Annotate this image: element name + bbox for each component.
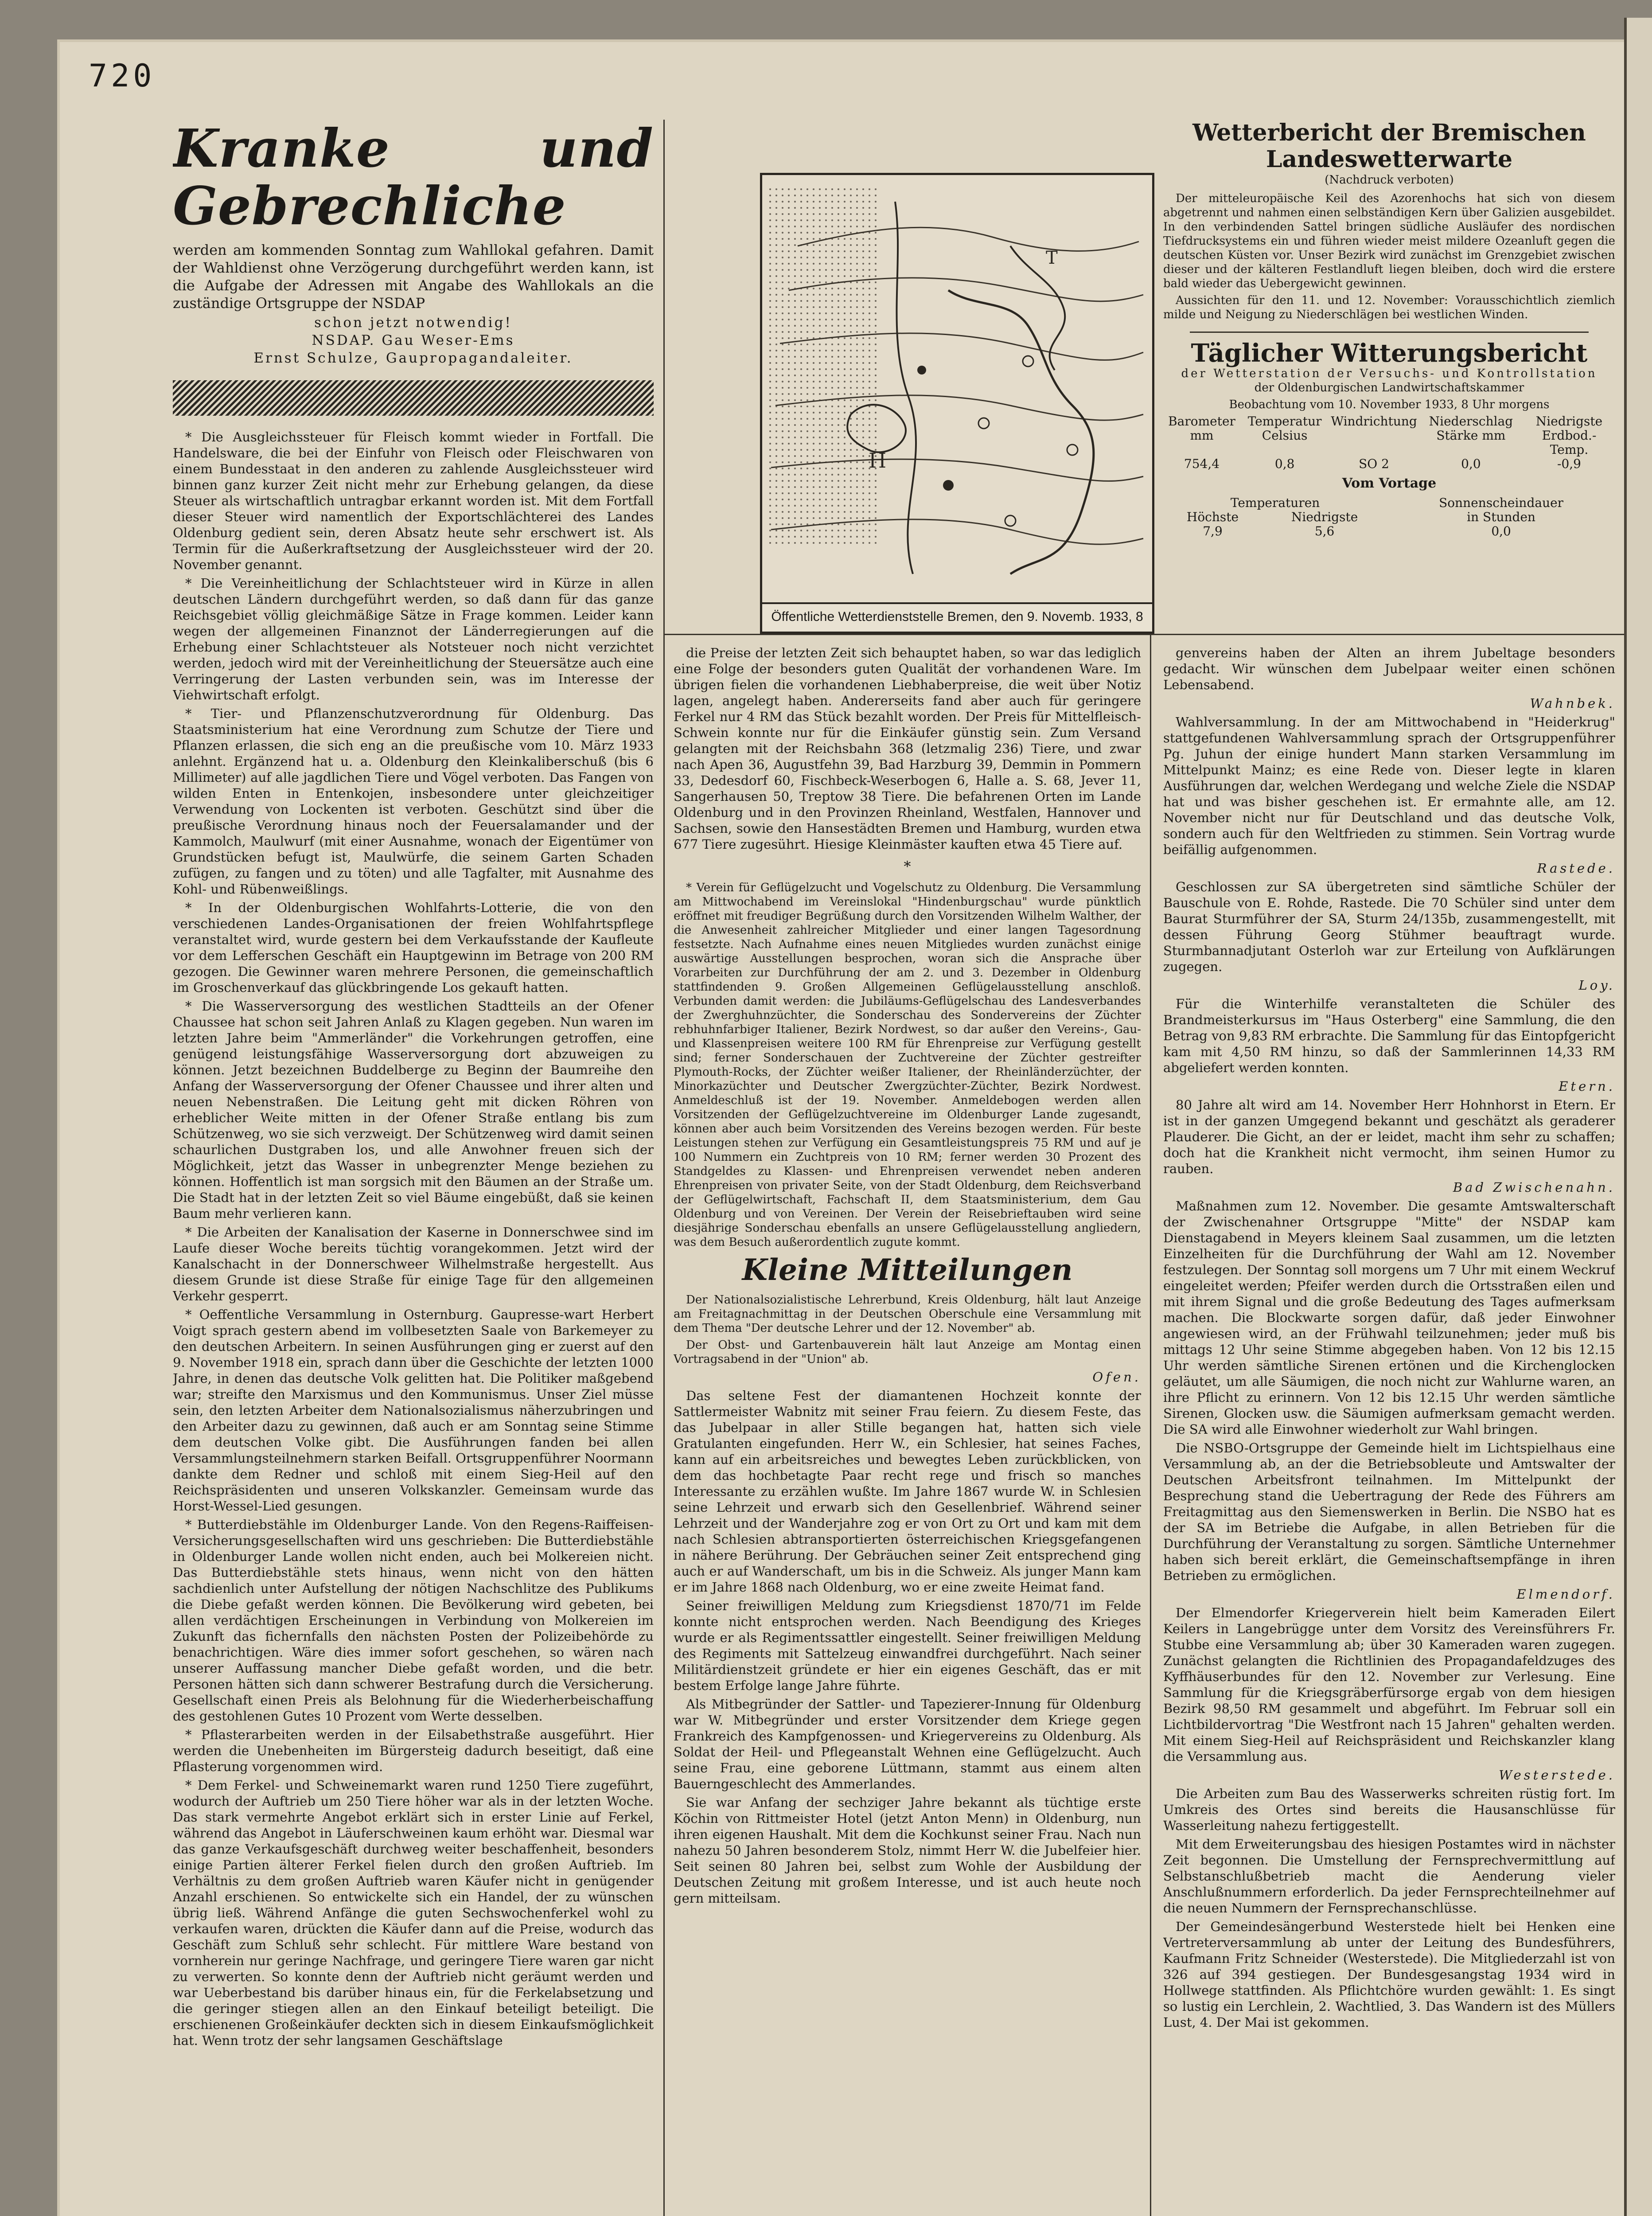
regional-news-item: Für die Winterhilfe veranstalteten die Schüler des Brandmeisterkursus im "Haus Osterberg" eine Sammlung, die den Betrag von 9,83 RM erbrachte. Die Sammlung für das Eintopfgericht kam mit 4,50 RM hinzu, so daß der Sammlerinnen 14,33 RM abgeliefert werden konnten. (1163, 996, 1615, 1075)
weather-report-title: Wetterbericht der Bremischen Landeswetterwarte (1192, 120, 1586, 173)
weather-map (760, 173, 1154, 634)
place-ofen: Ofen. (1092, 1369, 1141, 1385)
regional-news-item: Wahlversammlung. In der am Mittwochabend in "Heiderkrug" stattgefundenen Wahlversammlung sprach der Ortsgruppenführer Pg. Juhun der einige hundert Mann starken Versammlung im Mittelpunkt Mainz; es eine Rede von. Dieser legte in klaren Ausführungen dar, welchen Werdegang und welche Ziele die NSDAP hat und was bisher geschehen ist. Er ermahnte alle, am 12. November nicht nur für Deutschland und das deutsche Volk, sondern auch für den Weltfrieden zu stimmen. Sein Vortrag wurde beifällig aufgenommen. (1163, 714, 1615, 857)
weather-forecast: Aussichten für den 11. und 12. November: Vorausschichtlich ziemlich milde und Neigung zu Niederschlägen bei westlichen Winden. (1163, 294, 1615, 321)
local-news-item: * Oeffentliche Versammlung in Osternburg. Gaupresse-wart Herbert Voigt sprach gestern abend im vollbesetzten Saale von Barkemeyer zu den deutschen Arbeitern. In seinen Ausführungen ging er zuerst auf den 9. November 1918 ein, sprach dann über die Geschichte der letzten 1000 Jahre, in denen das deutsche Volk gelitten hat. Die Politiker maßgebend war; streifte den Marxismus und den Kommunismus. Unser Ziel müsse sein, den letzten Arbeiter dem Nationalsozialismus näherzubringen und den Arbeiter dazu zu gewinnen, daß auch er am Sonntag seine Stimme dem deutschen Volke gibt. Die Ausführungen fanden bei allen Versammlungsteilnehmern starken Beifall. Ortsgruppenführer Noormann dankte dem Redner und schloß mit einem Sieg-Heil auf den Reichspräsidenten und unseren Volkskanzler. Gemeinsam wurde das Horst-Wessel-Lied gesungen. (173, 1307, 654, 1514)
regional-news-item: genvereins haben der Alten an ihrem Jubeltage besonders gedacht. Wir wünschen dem Jubelpaar weiter einen schönen Lebensabend. (1163, 645, 1615, 692)
place-name: Etern. (1558, 1079, 1615, 1094)
lead-signature-2: Ernst Schulze, Gaupropagandaleiter. (253, 350, 573, 366)
market-continuation: die Preise der letzten Zeit sich behauptet haben, so war das lediglich eine Folge der besonders guten Qualität der vorhandenen Ware. Im übrigen fielen die vorhandenen Liebhaberpreise, die weit über Notiz lagen, angelegt haben. Andererseits fand aber auch für geringere Ferkel nur 4 RM das Stück bezahlt worden. Der Preis für Mittelfleisch-Schwein konnte nur für die Einkäufer günstig sein. Zum Versand gelangten mit der Reichsbahn 368 (letzmalig 236) Tiere, und zwar nach Apen 36, Augustfehn 39, Bad Harzburg 39, Demmin in Pommern 33, Dedesdorf 60, Fischbeck-Weserbogen 6, Halle a. S. 68, Jever 11, Sangerhausen 50, Treptow 38 Tiere. Die befahrenen Orten im Lande Oldenburg und in den Provinzen Rheinland, Westfalen, Hannover und Sachsen, sowie den Hansestädten Bremen und Hamburg, wurden etwa 677 Tiere zugesührt. Hiesige Kleinmäster kauften etwa 45 Tiere auf. (674, 645, 1141, 852)
regional-news-item: 80 Jahre alt wird am 14. November Herr Hohnhorst in Etern. Er ist in der ganzen Umgegend bekannt und geschätzt als geraderer Plauderer. Die Gicht, an der er leidet, macht ihm sehr zu schaffen; doch hat die Krankheit nicht vermocht, ihm seinen Humor zu rauben. (1163, 1097, 1615, 1176)
obs-value: 0,8 (1274, 456, 1295, 471)
local-news-item: * Tier- und Pflanzenschutzverordnung für Oldenburg. Das Staatsministerium hat eine Verordnung zum Schutze der Tiere und Pflanzen erlassen, die sich eng an die preußische vom 10. März 1933 anlehnt. Ergänzend hat u. a. Oldenburg den Kleinkaliberschuß (bis 6 Millimeter) auf alle jagdlichen Tiere und Vögel verboten. Das Fangen von wilden Enten in Entenkojen, insbesondere unter gleichzeitiger Verwendung von Lockenten ist verboten. Geschützt sind über die preußische Verordnung hinaus noch der Feuersalamander und der Kammolch, Maulwurf (mit einer Ausnahme, wonach der Eigentümer von Grundstücken befugt ist, Maulwürfe, die seinem Garten Schaden zufügen, zu fangen und zu töten) und alle Tagfalter, mit Ausnahme des Kohl- und Rübenweißlings. (173, 706, 654, 897)
weather-report (1163, 120, 1615, 629)
map-rule-bottom (665, 634, 1624, 635)
svg-text:H: H (869, 449, 887, 472)
poultry-club-article: * Verein für Geflügelzucht und Vogelschutz zu Oldenburg. Die Versammlung am Mittwochabend im Vereinslokal "Hindenburgschau" wurde pünktlich eröffnet mit freudiger Begrüßung durch den Vorsitzenden Wilhelm Walther, der die Anwesenheit zahlreicher Mitglieder und einer langen Tagesordnung festsetzte. Nach Aufnahme eines neuen Mitgliedes wurden zunächst einige auswärtige Ausstellungen besprochen, woran sich die Ansprache über Vorarbeiten zur Durchführung der am 2. und 3. Dezember in Oldenburg stattfindenden 9. Großen Allgemeinen Geflügelausstellung anschloß. Verbunden damit werden: die Jubiläums-Geflügelschau des Landesverbandes der Zwerghuhnzüchter, die Sonderschau des Sondervereins der Züchter rebhuhnfarbiger Italiener, Bezirk Nordwest, so dar außer den Vereins-, Gau- und Klassenpreisen weitere 100 RM für Ehrenpreise zur Verfügung gestellt sind; ferner Sonderschauen der Zuchtvereine der Züchter gestreifter Plymouth-Rocks, der Züchter weißer Italiener, der Rheinländerzüchter, der Minorkazüchter und Deutscher Zwergzüchter-Züchter, Bezirk Nordwest. Anmeldeschluß ist der 19. November. Anmeldebogen werden allen Vorsitzenden der Geflügelzuchtvereine im Oldenburger Lande zugesandt, können aber auch beim Vorsitzenden des Vereins bezogen werden. Für beste Leistungen stehen zur Verfügung ein Gesamtleistungspreis 75 RM und auf je 100 Nummern ein Zuchtpreis von 10 RM; ferner werden 30 Prozent des Standgeldes zu Klassen- und Ehrenpreisen verwendet neben anderen Ehrenpreisen von privater Seite, von der Stadt Oldenburg, dem Reichsverband der Geflügelwirtschaft, Fachschaft II, dem Staatsministerium, dem Gau Oldenburg und von Vereinen. Der Verein der Reisebrieftauben wird seine diesjährige Sonderschau ebenfalls an unsere Geflügelausstellung angliedern, was dem Besuch außerordentlich zugute kommt. (674, 881, 1141, 1249)
weather-map-caption: Öffentliche Wetterdienststelle Bremen, den 9. Novemb. 1933, 8 (762, 602, 1152, 632)
regional-news-item: Maßnahmen zum 12. November. Die gesamte Amtswalterschaft der Zwischenahner Ortsgruppe "Mitte" der NSDAP kam Dienstagabend in Meyers kleinem Saal zusammen, um die letzten Einzelheiten für die Durchführung der Wahl am 12. November festzulegen. Der Sonntag soll morgens um 7 Uhr mit einem Weckruf eingeleitet werden; Pfeifer werden durch die Ortsstraßen eilen und mit ihrem Signal und die große Bedeutung des Tages aufmerksam machen. Die Blockwarte sorgen dafür, daß jeder Einwohner angewiesen wird, an der Frühwahl teilzunehmen; jeder muß bis mittags 12 Uhr seine Stimme abgegeben haben. Von 12 bis 12.15 Uhr werden sämtliche Sirenen ertönen und die Kirchenglocken geläutet, um alle Säumigen, die noch nicht zur Wahlurne waren, an ihre Pflicht zu erinnern. Von 12 bis 12.15 Uhr werden sämtliche Sirenen, Glocken usw. die Säumigen aufmerksam gemacht werden. Die SA wird alle Einwohner wiederholt zur Wahl bringen. (1163, 1198, 1615, 1437)
weather-report-text: Der mitteleuropäische Keil des Azorenhochs hat sich von diesem abgetrennt und nahmen einen selbständigen Kern über Galizien ausgebildet. In den verbindenden Sattel bringen südliche Ausläufer des nordischen Tiefdrucksystems ein und führen wieder meist mildere Ozeanluft gegen die deutschen Küsten vor. Unser Bezirk wird zunächst im Grenzgebiet zwischen dieser und der kälteren Festlandluft liegen bleiben, doch wird die erstere bald wieder das Uebergewicht gewinnen. (1163, 192, 1615, 290)
prev-sub: in Stunden (1467, 510, 1536, 524)
place-name: Elmendorf. (1516, 1587, 1615, 1602)
observation-table (1163, 414, 1615, 471)
obs-value: 0,0 (1461, 456, 1481, 471)
daily-weather-title: Täglicher Witterungsbericht (1191, 339, 1588, 368)
place-name: Loy. (1578, 978, 1615, 993)
prev-header: Temperaturen (1230, 495, 1320, 510)
prev-value: 5,6 (1314, 524, 1335, 538)
local-news-item: * Die Vereinheitlichung der Schlachtsteuer wird in Kürze in allen deutschen Ländern durchgeführt werden, so daß dann für das ganze Reichsgebiet völlig gleichmäßige Sätze in Frage kommen. Leider kann wegen der allgemeinen Finanznot der Länderregierungen auf die Erhebung einer Schlachtsteuer als Notsteuer noch nicht verzichtet werden, jedoch wird mit der Vereinheitlichung der Steuersätze auch eine Verringerung der Lasten verbunden sein, was im Interesse der Viehwirtschaft erfolgt. (173, 576, 654, 702)
column-1-articles (173, 429, 654, 2048)
lead-headline: Kranke und Gebrechliche (173, 120, 654, 237)
lead-body: werden am kommenden Sonntag zum Wahllokal gefahren. Damit der Wahldienst ohne Verzögerung durchgeführt werden kann, ist die Aufgabe der Adressen mit Angabe des Wahllokals an die zuständige Ortsgruppe der NSDAP (173, 242, 654, 312)
obs-header: Barometer mm (1168, 414, 1235, 443)
place-name: Westerstede. (1499, 1767, 1615, 1783)
diamond-wedding: Das seltene Fest der diamantenen Hochzeit konnte der Sattlermeister Wabnitz mit seiner Frau feiern. Zu diesem Feste, das das Jubelpaar in aller Stille begangen hat, hatten sich viele Gratulanten eingefunden. Herr W., ein Schlesier, hat seines Faches, kann auf ein arbeitsreiches und bewegtes Leben zurückblicken, von dem das hochbetagte Paar recht rege und frisch so manches Interessante zu erzählen wußte. Im Jahre 1867 wurde W. in Schlesien seine Lehrzeit und erwarb sich den Gesellenbrief. Während seiner Lehrzeit und der Wanderjahre zog er von Ort zu Ort und kam mit dem nach Schlesien abtransportierten österreichischen Kriegsgefangenen in nähere Berührung. Der Gebräuchen seiner Zeit entsprechend ging auch er auf Wanderschaft, um bis in die Schweiz. Als junger Mann kam er im Jahre 1868 nach Oldenburg, wo er eine zweite Heimat fand. (674, 1388, 1141, 1595)
obs-header: Niedrigste Erdbod.-Temp. (1535, 414, 1603, 457)
newspaper-page (60, 42, 1624, 2216)
local-news-item: * Die Ausgleichssteuer für Fleisch kommt wieder in Fortfall. Die Handelsware, die bei der Einfuhr von Fleisch oder Fleischwaren von einem Bundesstaat in den anderen zu zahlende Ausgleichssteuer wird binnen ganz kurzer Zeit nicht mehr zur Erhebung gelangen, da diese Steuer als wirtschaftlich untragbar erkannt worden ist. Mit dem Fortfall dieser Steuer wird namentlich der Exportschlächterei des Landes Oldenburg gedient sein, deren Absatz heute sehr erschwert ist. Als Termin für die Außerkraftsetzung der Ausgleichssteuer wird der 20. November genannt. (173, 429, 654, 572)
prev-value: 7,9 (1203, 524, 1223, 538)
adjacent-page-edge (1624, 18, 1652, 2216)
local-news-item: * Butterdiebstähle im Oldenburger Lande. Von den Regens-Raiffeisen-Versicherungsgesellschaften wird uns geschrieben: Die Butterdiebstähle in Oldenburger Lande wollen nicht enden, auch bei Molkereien nicht. Das Butterdiebstähle stets hinaus, wenn nicht von den hätten sachdienlich unter Aufstellung der nötigen Nachschlitze des Publikums die Diebe gefaßt werden können. Die Bevölkerung wird gebeten, bei allen verdächtigen Erscheinungen in Verbindung von Molkereien im Zukunft das fichernfalls den nächsten Posten der Polizeibehörde zu benachrichtigen. Wäre dies immer sofort geschehen, so wären nach unserer Auffassung mancher Diebe gefaßt worden, und die betr. Personen hätten sich dann schwerer Bestrafung durch die Versicherung. Gesellschaft einen Preis als Belohnung für die Wiederherbeischaffung des gestohlenen Gutes 10 Prozent vom Werte desselben. (173, 1517, 654, 1724)
column-3-articles (1163, 645, 1615, 2030)
local-news-item: * Die Wasserversorgung des westlichen Stadtteils an der Ofener Chaussee hat schon seit Jahren Anlaß zu Klagen gegeben. Nun waren im letzten Jahre beim "Ammerländer" die Vorkehrungen getroffen, eine genügend leistungsfähige Wasserversorgung dort abzuweigen zu können. Jetzt bezeichnen Buddelberge zu Beginn der Baumreihe den Anfang der Wasserversorgung der Ofener Chaussee und ihrer alten und neuen Nebenstraßen. Die Leitung geht mit dicken Röhren von erheblicher Weite mitten in der Ofener Straße entlang bis zum Schützenweg, wo sie sich verzweigt. Der Schützenweg wird damit seinen schaurlichen Dustgraben los, und alle Anwohner freuen sich der Möglichkeit, jetzt das Wasser in unbegrenzter Menge beziehen zu können. Hoffentlich ist man sorgsich mit den Bäumen an der Straße um. Die Stadt hat in der letzten Zeit so viel Bäume eingebüßt, daß sie keinen Baum mehr verlieren kann. (173, 999, 654, 1221)
diamond-wedding-2: Seiner freiwilligen Meldung zum Kriegsdienst 1870/71 im Felde konnte nicht entsprochen werden. Nach Beendigung des Krieges wurde er als Regimentssattler eingestellt. Seiner freiwilligen Meldung des Regiments mit Sattelzeug einwandfrei durchgeführt. Nach seiner Militärdienstzeit gründete er hier ein eigenes Geschäft, das er mit bestem Erfolge lange Jahre führte. (674, 1598, 1141, 1693)
garden-club: Der Obst- und Gartenbauverein hält laut Anzeige am Montag einen Vortragsabend in der "Union" ab. (674, 1338, 1141, 1366)
obs-value: SO 2 (1359, 456, 1389, 471)
obs-header: Windrichtung (1331, 414, 1417, 429)
prev-sub: Niedrigste (1291, 510, 1358, 524)
weather-report-note: (Nachdruck verboten) (1325, 173, 1454, 187)
hatched-divider (173, 380, 654, 416)
weather-divider (1190, 332, 1589, 333)
regional-news-item: Die NSBO-Ortsgruppe der Gemeinde hielt im Lichtspielhaus eine Versammlung ab, an der die Betriebsobleute und Amtswalter der Deutschen Arbeitsfront teilnahmen. Im Mittelpunkt der Besprechung stand die Uebertragung der Rede des Führers am Freitagmittag aus den Siemenswerken in Berlin. Die NSBO hat es der SA im Betriebe die Aufgabe, in allen Betrieben für die Durchführung der Veranstaltung zu sorgen. Sämtliche Unternehmer haben sich bereit erklärt, die Gemeinschaftsempfänge in ihren Betrieben zu ermöglichen. (1163, 1440, 1615, 1583)
local-news-item: * Die Arbeiten der Kanalisation der Kaserne in Donnerschwee sind im Laufe dieser Woche bereits tüchtig vorangekommen. Jetzt wird der Kanalschacht in der Donnerschweer Wilhelmstraße hergestellt. Aus diesem Grunde ist diese Straße für einige Tage für den allgemeinen Verkehr gesperrt. (173, 1225, 654, 1303)
daily-weather-sub2: der Oldenburgischen Landwirtschaftskammer (1254, 381, 1524, 394)
lead-signature-1: NSDAP. Gau Weser-Ems (312, 332, 515, 348)
page-number: 720 (89, 58, 156, 94)
regional-news-item: Die Arbeiten zum Bau des Wasserwerks schreiten rüstig fort. Im Umkreis des Ortes sind bereits die Hausanschlüsse für Wasserleitung nahezu fertiggestellt. (1163, 1786, 1615, 1833)
place-name: Rastede. (1537, 861, 1615, 876)
column-2 (674, 645, 1141, 2216)
kleine-mitteilungen-title: Kleine Mitteilungen (742, 1252, 1073, 1287)
obs-header: Temperatur Celsius (1247, 414, 1322, 443)
obs-value: -0,9 (1557, 456, 1581, 471)
separator-star: * (904, 858, 911, 875)
regional-news-item: Der Gemeindesängerbund Westerstede hielt bei Henken eine Vertreterversammlung ab unter der Leitung des Bundesführers, Kaufmann Fritz Schneider (Westerstede). Die Mitgliederzahl ist von 326 auf 394 gestiegen. Der Bundesgesangstag 1934 wird in Hollwege stattfinden. Als Pflichtchöre wurden gewählt: 1. Es singt so lustig ein Lerchlein, 2. Wachtlied, 3. Das Wandern ist des Müllers Lust, 4. Der Mai ist gekommen. (1163, 1919, 1615, 2030)
prev-value: 0,0 (1491, 524, 1511, 538)
prev-header: Sonnenscheindauer (1439, 495, 1564, 510)
prev-sub: Höchste (1186, 510, 1239, 524)
previous-day-table (1163, 496, 1615, 538)
scanner-background (0, 0, 1652, 42)
column-rule-2 (1150, 634, 1151, 2216)
daily-weather-sub1: der Wetterstation der Versuchs- und Kontrollstation (1181, 367, 1597, 380)
regional-news-item: Der Elmendorfer Kriegerverein hielt beim Kameraden Eilert Keilers in Langebrügge unter dem Vorsitz des Vereinsführers Fr. Stubbe eine Versammlung ab; über 30 Kameraden waren zugegen. Zunächst gelangten die Richtlinien des Propagandafeldzuges des Kyffhäuserbundes für den 12. November zur Verlesung. Eine Sammlung für die Kriegsgräberfürsorge ergab von dem hiesigen Bezirk 98,50 RM gesammelt und abgeführt. Im Februar soll ein Lichtbildervortrag "Die Westfront nach 15 Jahren" gehalten werden. Mit einem Sieg-Heil auf Reichspräsident und Reichskanzler klang die Versammlung aus. (1163, 1605, 1615, 1764)
regional-news-item: Geschlossen zur SA übergetreten sind sämtliche Schüler der Bauschule von E. Rohde, Rastede. Die 70 Schüler sind unter dem Baurat Sturmführer der SA, Sturm 24/135b, zusammengestellt, mit dessen Führung Georg Stühmer beauftragt wurde. Sturmbannadjutant Osterloh war zur Erteilung von Aufklärungen zugegen. (1163, 879, 1615, 974)
lead-urgent: schon jetzt notwendig! (314, 315, 512, 331)
previous-day-title: Vom Vortage (1342, 476, 1437, 491)
place-name: Bad Zwischenahn. (1453, 1180, 1615, 1195)
teachers-meeting: Der Nationalsozialistische Lehrerbund, Kreis Oldenburg, hält laut Anzeige am Freitagnachmittag in der Deutschen Oberschule eine Versammlung mit dem Thema "Der deutsche Lehrer und der 12. November" ab. (674, 1293, 1141, 1335)
weather-map-drawing (762, 175, 1148, 601)
obs-header: Niederschlag Stärke mm (1429, 414, 1513, 443)
column-rule-1 (663, 120, 665, 2216)
regional-news-item: Mit dem Erweiterungsbau des hiesigen Postamtes wird in nächster Zeit begonnen. Die Umstellung der Fernsprechvermittlung auf Selbstanschlußbetrieb macht die Aenderung vieler Anschlußnummern erforderlich. Da jeder Fernsprechteilnehmer auf die neuen Nummern der Fernsprechanschlüsse. (1163, 1837, 1615, 1916)
daily-weather-observation: Beobachtung vom 10. November 1933, 8 Uhr morgens (1229, 398, 1550, 411)
local-news-item: * In der Oldenburgischen Wohlfahrts-Lotterie, die von den verschiedenen Landes-Organisationen der freien Wohlfahrtspflege veranstaltet wird, wurde gestern bei dem Verkaufsstande der Kaufleute vor dem Lefferschen Geschäft ein Hauptgewinn im Betrage von 200 RM gezogen. Die Gewinner waren mehrere Personen, die gemeinschaftlich im Groschenverkauf das glückbringende Los gekauft hatten. (173, 900, 654, 995)
diamond-wedding-3: Als Mitbegründer der Sattler- und Tapezierer-Innung für Oldenburg war W. Mitbegründer und erster Vorsitzender dem Kriege gegen Frankreich des Kampfgenossen- und Kriegervereins zu Oldenburg. Als Soldat der Heil- und Pflegeanstalt Wehnen eine Geflügelzucht. Auch seine Frau, eine geborene Lüttmann, stammt aus einem alten Bauerngeschlecht des Ammerlandes. (674, 1697, 1141, 1791)
place-name: Wahnbek. (1530, 696, 1615, 711)
svg-text:T: T (1046, 248, 1058, 268)
column-3 (1163, 645, 1615, 2216)
diamond-wedding-4: Sie war Anfang der sechziger Jahre bekannt als tüchtige erste Köchin von Rittmeister Hotel (jetzt Anton Menn) in Oldenburg, nun ihren eigenen Haushalt. Mit dem die Kochkunst seiner Frau. Nach nun nahezu 50 Jahren besonderem Stolz, nimmt Herr W. die Jubelfeier hier. Seit seinen 80 Jahren bei, selbst zum Wohle der Ausbildung der Deutschen Zeitung mit großem Interesse, und ist auch heute noch gern mitteilsam. (674, 1795, 1141, 1906)
local-news-item: * Pflasterarbeiten werden in der Eilsabethstraße ausgeführt. Hier werden die Unebenheiten im Bürgersteig dadurch beseitigt, daß eine Pflasterung vorgenommen wird. (173, 1727, 654, 1774)
obs-value: 754,4 (1184, 456, 1220, 471)
local-news-item: * Dem Ferkel- und Schweinemarkt waren rund 1250 Tiere zugeführt, wodurch der Auftrieb um 250 Tiere höher war als in der letzten Woche. Das stark vermehrte Angebot erklärt sich in erster Linie auf Ferkel, während das Angebot in Läuferschweinen kaum erhöht war. Diesmal war das ganze Verkaufsgeschäft durchweg weiter beschaffenheit, besonders einige Partien älterer Ferkel fielen durch den großen Auftrieb. Im Verhältnis zu dem großen Auftrieb waren Käufer nicht in genügender Anzahl erschienen. So entwickelte sich ein Handel, der zu wünschen übrig ließ. Während Anfänge die guten Sechswochenferkel wohl zu verkaufen waren, drückten die Käufer dann auf die Preise, wodurch das Geschäft zum Schluß sehr schlecht. Für mittlere Ware bestand von vornherein nur geringe Nachfrage, und geringere Tiere waren gar nicht zu verwerten. So konnte denn der Auftrieb nicht geräumt werden und war Ueberbestand bis darüber hinaus ein, für die Ferkelabsetzung und die geringer stiegen allen an den Einkauf beteiligt beteiligt. Die erschienenen Großeinkäufer deckten sich in diesem Einkaufsmöglichkeit hat. Wenn trotz der sehr langsamen Geschäftslage (173, 1778, 654, 2048)
column-1 (173, 120, 654, 2216)
